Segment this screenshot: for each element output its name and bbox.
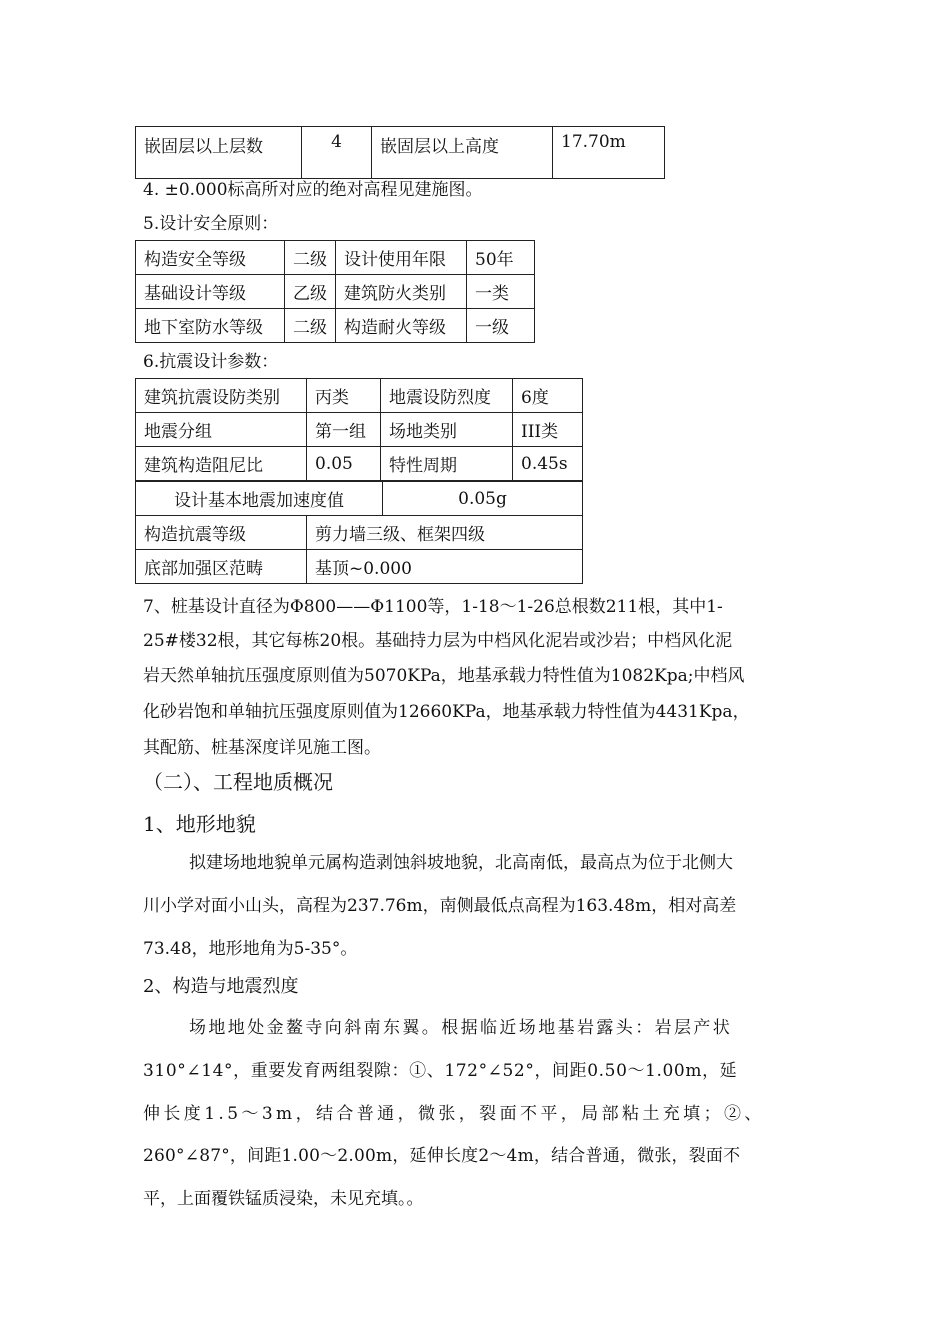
sub2-line: 260°∠87°，间距1.00～2.00m，延伸长度2～4m，结合普通，微张，裂面不 — [143, 1146, 741, 1166]
table-cell: 建筑抗震设防类别 — [136, 379, 307, 413]
table-row — [136, 482, 583, 516]
item-5-title: 5.设计安全原则： — [143, 214, 279, 234]
table-row — [136, 516, 583, 550]
item-7-line: 岩天然单轴抗压强度原则值为5070KPa，地基承载力特性值为1082Kpa;中档风 — [143, 666, 745, 686]
item-7-line: 其配筋、桩基深度详见施工图。 — [143, 738, 381, 758]
sub1-line: 川小学对面小山头，高程为237.76m，南侧最低点高程为163.48m，相对高差 — [143, 896, 737, 916]
table-cell: 地震分组 — [136, 413, 307, 447]
table-cell: 剪力墙三级、框架四级 — [307, 516, 583, 550]
embed-table — [135, 126, 665, 179]
table-cell: 嵌固层以上高度 — [372, 127, 553, 179]
table-cell: 构造安全等级 — [136, 241, 285, 275]
sub1-line: 拟建场地地貌单元属构造剥蚀斜坡地貌，北高南低，最高点为位于北侧大 — [189, 853, 733, 873]
table-row — [136, 550, 583, 584]
table-cell: 乙级 — [285, 275, 336, 309]
subsection-1-title: 1、地形地貌 — [143, 812, 256, 836]
table-row — [136, 309, 535, 343]
table-cell: 特性周期 — [381, 447, 513, 481]
table-cell: 50年 — [467, 241, 535, 275]
table-cell: 设计基本地震加速度值 — [136, 482, 383, 516]
table-cell: 构造耐火等级 — [336, 309, 467, 343]
table-cell: 一级 — [467, 309, 535, 343]
seismic-table — [135, 378, 583, 481]
table-cell: 17.70m — [553, 127, 665, 179]
seismic-grade-table — [135, 515, 583, 584]
table-cell: 一类 — [467, 275, 535, 309]
item-7-line: 7、桩基设计直径为Φ800——Φ1100等，1-18～1-26总根数211根，其中1- — [143, 597, 723, 617]
sub1-line: 73.48，地形地角为5-35°。 — [143, 939, 358, 959]
table-row — [136, 275, 535, 309]
table-cell: 构造抗震等级 — [136, 516, 307, 550]
table-cell: 二级 — [285, 309, 336, 343]
table-cell: 丙类 — [307, 379, 381, 413]
item-7-line: 25#楼32根，其它每栋20根。基础持力层为中档风化泥岩或沙岩；中档风化泥 — [143, 631, 733, 651]
subsection-2-title: 2、构造与地震烈度 — [143, 976, 299, 997]
item-4-text: 4. ±0.000标高所对应的绝对高程见建施图。 — [143, 180, 483, 200]
table-cell: 底部加强区范畴 — [136, 550, 307, 584]
seismic-accel-table — [135, 481, 583, 516]
sub2-line: 平，上面覆铁锰质浸染，未见充填。。 — [143, 1189, 424, 1209]
safety-table — [135, 240, 535, 343]
table-row — [136, 127, 665, 179]
table-cell: 嵌固层以上层数 — [136, 127, 302, 179]
table-cell: 0.05g — [383, 482, 583, 516]
table-cell: 6度 — [513, 379, 583, 413]
item-6-title: 6.抗震设计参数： — [143, 352, 279, 372]
table-cell: 建筑构造阻尼比 — [136, 447, 307, 481]
table-cell: 0.05 — [307, 447, 381, 481]
table-cell: 基顶~0.000 — [307, 550, 583, 584]
table-row — [136, 413, 583, 447]
sub2-line: 310°∠14°，重要发育两组裂隙：①、172°∠52°，间距0.50～1.00m，延 — [143, 1061, 738, 1081]
table-cell: 地震设防烈度 — [381, 379, 513, 413]
sub2-line: 场地地处金鳌寺向斜南东翼。根据临近场地基岩露头：岩层产状 — [189, 1018, 733, 1038]
table-cell: 0.45s — [513, 447, 583, 481]
table-cell: 场地类别 — [381, 413, 513, 447]
table-cell: 第一组 — [307, 413, 381, 447]
table-cell: III类 — [513, 413, 583, 447]
table-cell: 建筑防火类别 — [336, 275, 467, 309]
table-cell: 基础设计等级 — [136, 275, 285, 309]
table-cell: 设计使用年限 — [336, 241, 467, 275]
table-row — [136, 447, 583, 481]
table-row — [136, 379, 583, 413]
table-cell: 地下室防水等级 — [136, 309, 285, 343]
table-row — [136, 241, 535, 275]
section-2-title: （二）、工程地质概况 — [143, 770, 333, 794]
table-cell: 4 — [302, 127, 372, 179]
table-cell: 二级 — [285, 241, 336, 275]
item-7-line: 化砂岩饱和单轴抗压强度原则值为12660KPa，地基承载力特性值为4431Kpa， — [143, 702, 750, 722]
sub2-line: 伸长度1.5～3m，结合普通，微张，裂面不平，局部粘土充填；②、 — [143, 1104, 765, 1124]
